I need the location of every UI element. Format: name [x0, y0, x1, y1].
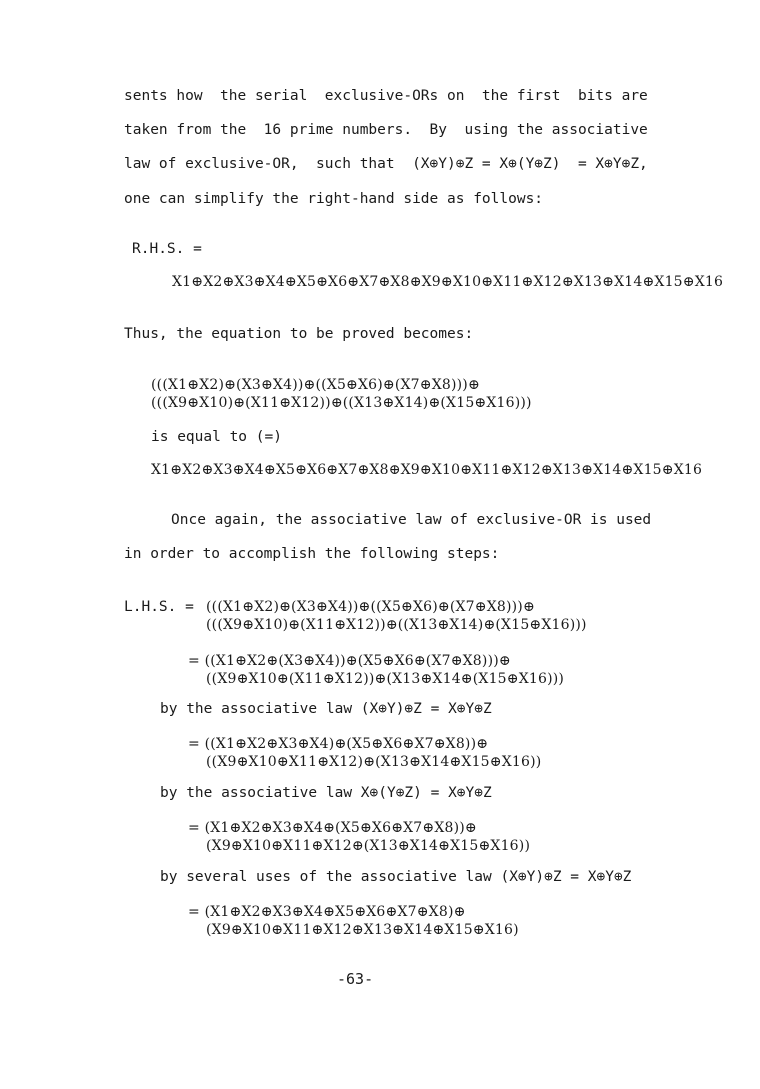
thus-line: Thus, the equation to be proved becomes:: [124, 326, 474, 342]
lhs-step2-line-2: ((X9⊕X10⊕X11⊕X12)⊕(X13⊕X14⊕X15⊕X16)): [206, 754, 542, 770]
lhs-step4-line-1: = (X1⊕X2⊕X3⊕X4⊕X5⊕X6⊕X7⊕X8)⊕: [188, 904, 466, 920]
intro-line-1: sents how the serial exclusive-ORs on the first bits are: [124, 88, 648, 104]
lhs-step1-line-1: = ((X1⊕X2⊕(X3⊕X4))⊕(X5⊕X6⊕(X7⊕X8)))⊕: [188, 653, 511, 669]
equation-lhs-line-1: (((X1⊕X2)⊕(X3⊕X4))⊕((X5⊕X6)⊕(X7⊕X8)))⊕: [151, 377, 480, 393]
equation-rhs: X1⊕X2⊕X3⊕X4⊕X5⊕X6⊕X7⊕X8⊕X9⊕X10⊕X11⊕X12⊕X13⊕X14⊕X15⊕X16: [151, 462, 703, 478]
lhs-step1-line-2: ((X9⊕X10⊕(X11⊕X12))⊕(X13⊕X14⊕(X15⊕X16))): [206, 671, 565, 687]
intro-line-2: taken from the 16 prime numbers. By using the associative: [124, 122, 648, 138]
lhs-step0-line-1: (((X1⊕X2)⊕(X3⊕X4))⊕((X5⊕X6)⊕(X7⊕X8)))⊕: [206, 599, 535, 615]
rhs-expression: X1⊕X2⊕X3⊕X4⊕X5⊕X6⊕X7⊕X8⊕X9⊕X10⊕X11⊕X12⊕X13⊕X14⊕X15⊕X16: [172, 274, 724, 290]
lhs-step3-line-2: (X9⊕X10⊕X11⊕X12⊕(X13⊕X14⊕X15⊕X16)): [206, 838, 531, 854]
lhs-label: L.H.S. =: [124, 599, 194, 615]
reason-1: by the associative law (X⊕Y)⊕Z = X⊕Y⊕Z: [160, 701, 492, 717]
lhs-step0-line-2: (((X9⊕X10)⊕(X11⊕X12))⊕((X13⊕X14)⊕(X15⊕X16))): [206, 617, 587, 633]
intro-line-4: one can simplify the right-hand side as follows:: [124, 191, 544, 207]
lhs-step3-line-1: = (X1⊕X2⊕X3⊕X4⊕(X5⊕X6⊕X7⊕X8))⊕: [188, 820, 477, 836]
equation-lhs-line-2: (((X9⊕X10)⊕(X11⊕X12))⊕((X13⊕X14)⊕(X15⊕X16))): [151, 395, 532, 411]
intro-line-3: law of exclusive-OR, such that (X⊕Y)⊕Z = X⊕(Y⊕Z) = X⊕Y⊕Z,: [124, 156, 648, 172]
reason-2: by the associative law X⊕(Y⊕Z) = X⊕Y⊕Z: [160, 785, 492, 801]
page-number: -63-: [337, 970, 374, 988]
para2-line-1: Once again, the associative law of exclusive-OR is used: [171, 512, 652, 528]
rhs-label: R.H.S. =: [132, 241, 202, 257]
lhs-step4-line-2: (X9⊕X10⊕X11⊕X12⊕X13⊕X14⊕X15⊕X16): [206, 922, 519, 938]
para2-line-2: in order to accomplish the following steps:: [124, 546, 500, 562]
is-equal-to: is equal to (=): [151, 429, 282, 445]
reason-3: by several uses of the associative law (X⊕Y)⊕Z = X⊕Y⊕Z: [160, 869, 632, 885]
lhs-step2-line-1: = ((X1⊕X2⊕X3⊕X4)⊕(X5⊕X6⊕X7⊕X8))⊕: [188, 736, 489, 752]
